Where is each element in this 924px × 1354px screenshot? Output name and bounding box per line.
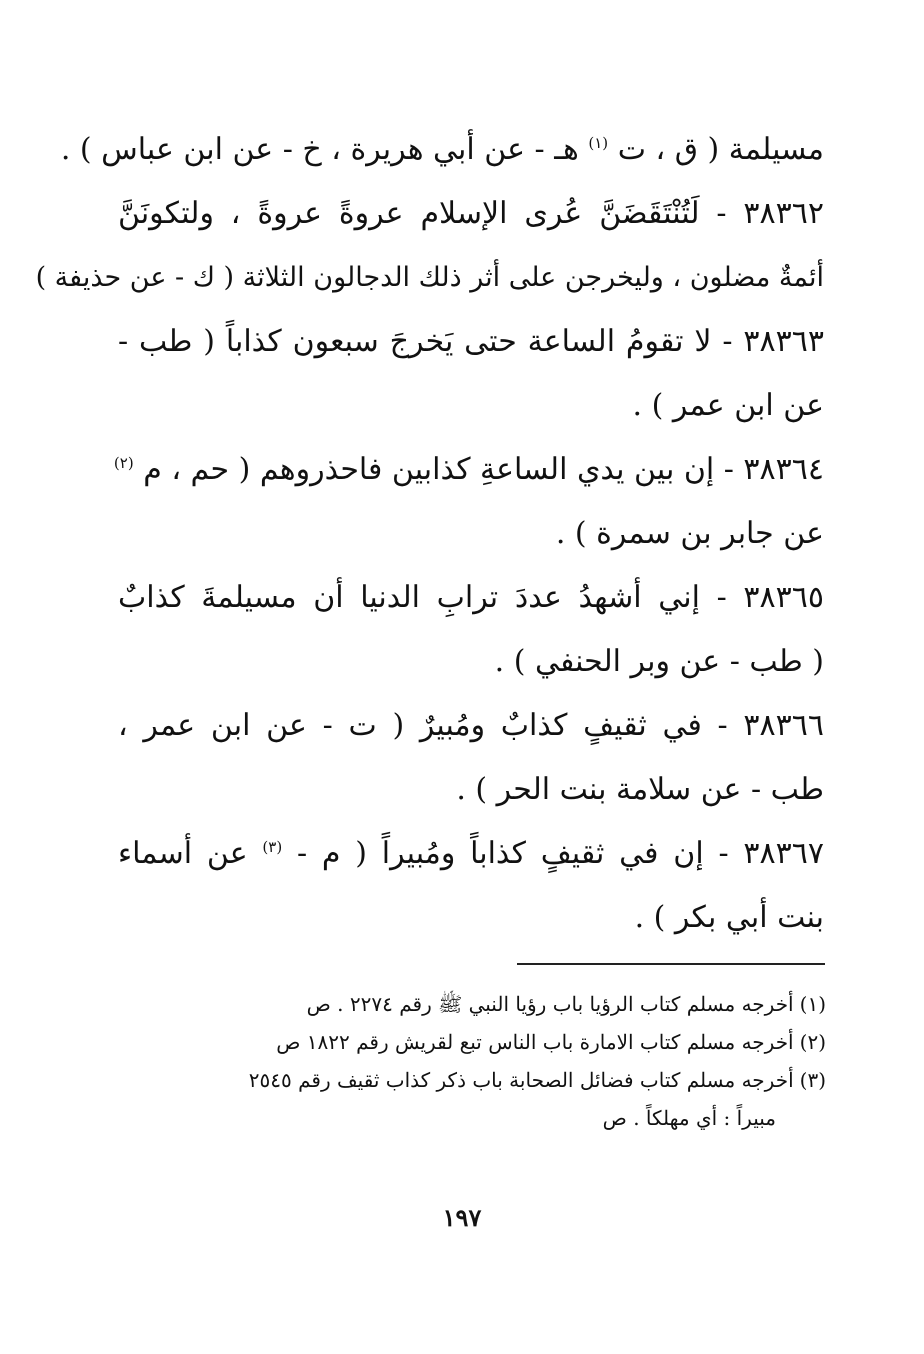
text-line: مسيلمة ( ق ، ت $^{(١)}$ هـ - عن أبي هريرة ، خ - عن ابن عباس ) .	[60, 132, 824, 167]
page-number: ١٩٧	[442, 1203, 482, 1232]
hadith-38363-line-2: عن ابن عمر ) .	[632, 388, 824, 423]
hadith-38366-line-1: ٣٨٣٦٦ - في ثقيفٍ كذابٌ ومُبيرٌ ( ت - عن ابن عمر ،	[118, 708, 824, 743]
footnote-marker: (٣)	[262, 838, 283, 856]
footnote-number: (٣)	[799, 1068, 826, 1092]
footnote-text: أخرجه مسلم كتاب الامارة باب الناس تبع لقريش رقم ١٨٢٢ ص	[276, 1030, 794, 1054]
footnote-number: (٢)	[799, 1030, 826, 1054]
hadith-38362-line-1: ٣٨٣٦٢ - لَتُنْتَقَضَنَّ عُرى الإسلام عروةً عروةً ، ولتكونَنَّ	[118, 196, 824, 231]
hadith-38364-line-1: ٣٨٣٦٤ - إن بين يدي الساعةِ كذابين فاحذروهم ( حم ، م $^{(٢)}$	[113, 452, 824, 487]
footnote-divider	[517, 963, 825, 965]
hadith-38365-line-2: ( طب - عن وبر الحنفي ) .	[494, 644, 824, 679]
footnote-text: أخرجه مسلم كتاب فضائل الصحابة باب ذكر كذاب ثقيف رقم ٢٥٤٥	[248, 1068, 794, 1092]
footnote-3	[140, 1061, 826, 1099]
main-text	[35, 118, 824, 950]
hadith-38367-line-2: بنت أبي بكر ) .	[634, 900, 824, 935]
footnotes	[140, 985, 826, 1137]
hadith-38367-line-1: ٣٨٣٦٧ - إن في ثقيفٍ كذاباً ومُبيراً ( م - $^{(٣)}$ عن أسماء	[118, 836, 824, 871]
hadith-38365-line-1: ٣٨٣٦٥ - إني أشهدُ عددَ ترابِ الدنيا أن مسيلمةَ كذابٌ	[118, 580, 824, 615]
hadith-38363-line-1: ٣٨٣٦٣ - لا تقومُ الساعة حتى يَخرجَ سبعون كذاباً ( طب -	[118, 324, 824, 359]
footnote-text: أخرجه مسلم كتاب الرؤيا باب رؤيا النبي ﷺ رقم ٢٢٧٤ . ص	[306, 992, 794, 1016]
hadith-38366-line-2: طب - عن سلامة بنت الحر ) .	[456, 772, 824, 807]
hadith-38364-line-2: عن جابر بن سمرة ) .	[555, 516, 824, 551]
footnote-marker: (١)	[588, 134, 609, 152]
footnote-marker: (٢)	[113, 454, 134, 472]
footnote-1	[140, 985, 826, 1023]
footnote-2	[140, 1023, 826, 1061]
hadith-38362-line-2: أئمةٌ مضلون ، وليخرجن على أثر ذلك الدجالون الثلاثة ( ك - عن حذيفة )	[35, 262, 824, 293]
footnote-number: (١)	[799, 992, 826, 1016]
footnote-3-continuation: مبيراً : أي مهلكاً . ص	[602, 1106, 776, 1130]
